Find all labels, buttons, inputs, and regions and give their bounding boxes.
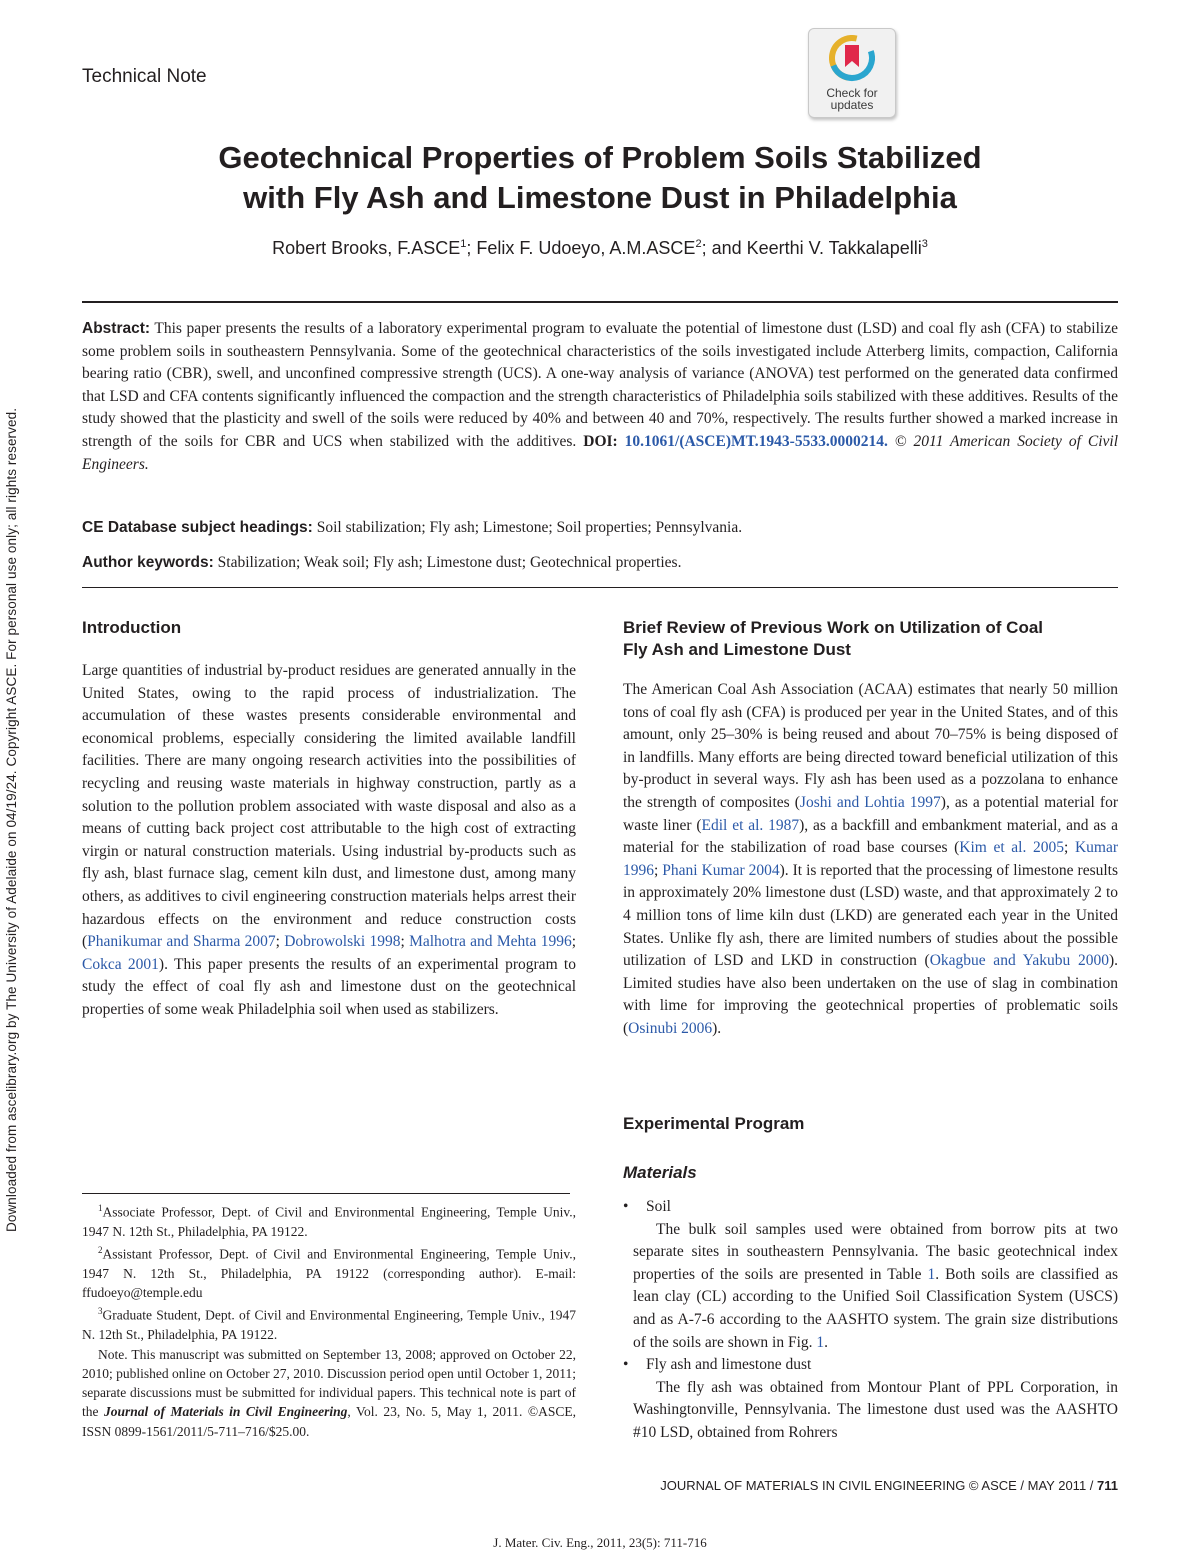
review-body [623,679,1118,1041]
author-2-affil: 2 [695,238,702,250]
intro-text-2: ). This paper presents the results of an experimental program to study the effect of coal fly ash and limestone dust on the geotechnical properties of some weak Philadelphia soil when used as stabilizers. [82,955,576,1018]
list-item [623,1354,1118,1377]
paper-title [100,138,1100,218]
review-text-6: ). It is reported that the processing of limestone results in approximately 20% limestone dust (LSD) waste, and that approximately 2 to 4 million tons of lime kiln dust (LKD) are generated each year in the United States. Unlike fly ash, there are limited numbers of studies about the possible utilization of LSD and LKD in construction ( [623,861,1118,970]
figure-ref-link[interactable]: 1 [816,1333,825,1351]
review-heading-line-1: Brief Review of Previous Work on Utilization of Coal [623,618,1044,637]
title-line-2: with Fly Ash and Limestone Dust in Philadelphia [243,180,957,215]
review-text-1: The American Coal Ash Association (ACAA) estimates that nearly 50 million tons of coal fly ash (CFA) is produced per year in the United States, and of this amount, only 25–30% is being reused and about 70–75% is being disposed of in landfills. Many efforts are being directed toward beneficial utilization of this by-product in several ways. Fly ash has been used as a pozzolana to enhance the strength of composites ( [623,681,1118,811]
intro-sep-2: ; [400,933,410,951]
intro-sep-1: ; [275,933,285,951]
citation-link[interactable]: Malhotra and Mehta 1996 [409,933,572,951]
title-line-1: Geotechnical Properties of Problem Soils Stabilized [218,140,982,175]
doi-link[interactable]: 10.1061/(ASCE)MT.1943-5533.0000214. [624,432,888,450]
citation-link[interactable]: Okagbue and Yakubu 2000 [929,952,1109,970]
footnote-1-marker: 1 [98,1203,103,1213]
citation-link[interactable]: Kim et al. 2005 [959,839,1064,857]
footnote-2-marker: 2 [98,1245,103,1256]
review-heading [623,617,1123,661]
abstract-label: Abstract: [82,320,151,337]
journal-footer-text: JOURNAL OF MATERIALS IN CIVIL ENGINEERING © ASCE / MAY 2011 / [660,1478,1098,1493]
review-text-3: ), as a backfill and embankment material, and as a material for the stabilization of road base courses ( [623,816,1119,857]
article-type-label: Technical Note [82,66,207,87]
doi-label: DOI: [583,432,618,450]
check-for-updates-badge[interactable] [808,28,896,118]
introduction-body [82,660,576,1022]
footnote-divider [82,1193,570,1194]
footnotes [82,1199,576,1441]
citation-link[interactable]: Kumar 1996 [623,839,1118,879]
experimental-program-heading: Experimental Program [623,1114,805,1133]
citation-link[interactable]: Dobrowolski 1998 [284,933,401,951]
check-for-updates-label [809,87,895,111]
materials-subheading: Materials [623,1163,697,1182]
list-item-title: Soil [646,1198,671,1215]
citation-link[interactable]: Edil et al. 1987 [701,816,800,834]
soil-text-2: . Both soils are classified as lean clay (CL) according to the Unified Soil Classification System (USCS) and as A-7-6 according to the AASHTO system. The grain size distributions of the soils are shown in Fig. [633,1265,1118,1351]
soil-description [623,1219,1118,1355]
footnote-3-marker: 3 [98,1306,103,1317]
footnote-1-text: Associate Professor, Dept. of Civil and Environmental Engineering, Temple Univ., 1947 N. 12th St., Philadelphia, PA 19122. [82,1204,576,1239]
author-keywords [82,552,1118,574]
introduction-heading: Introduction [82,618,182,637]
review-text-2: ), as a potential material for waste liner ( [623,793,1118,834]
review-text-7: ). Limited studies have also been undertaken on the use of slag in combination with lime for improving the geotechnical properties of problematic soils ( [623,952,1118,1037]
review-text-8: ). [712,1019,722,1037]
table-ref-link[interactable]: 1 [927,1265,936,1283]
list-item [623,1196,1118,1219]
bullet-icon: • [623,1356,629,1374]
author-1-affil: 1 [460,238,467,250]
copyright-notice: © 2011 American Society of Civil Engineers. [82,432,1118,473]
author-list [100,238,1100,259]
abstract-text: This paper presents the results of a laboratory experimental program to evaluate the potential of limestone dust (LSD) and coal fly ash (CFA) to stabilize some problem soils in southeastern Pennsylvania. Some of the geotechnical characteristics of the soils investigated include Atterberg limits, compaction, California bearing ratio (CBR), swell, and unconfined compressive strength (UCS). A one-way analysis of variance (ANOVA) test performed on the generated data confirmed that LSD and CFA contents significantly influenced the compaction and the strength characteristics of Philadelphia soils stabilized with these additives. Results of the study showed that the plasticity and swell of the soils were reduced by 40% and between 40 and 70%, respectively. The results further showed a marked increase in strength of the soils for CBR and UCS when stabilized with the additives. [82,320,1118,450]
footnote-2-text: Assistant Professor, Dept. of Civil and Environmental Engineering, Temple Univ., 1947 N. 12th St., Philadelphia, PA 19122 (corresponding author). E-mail: ffudoeyo@temple.edu [82,1246,576,1301]
author-2: ; Felix F. Udoeyo, A.M.ASCE [466,238,696,258]
list-item-title: Fly ash and limestone dust [646,1356,812,1374]
ce-headings-label: CE Database subject headings: [82,519,313,536]
author-3-affil: 3 [921,238,928,250]
soil-text-1: The bulk soil samples used were obtained from borrow pits at two separate sites in southeastern Pennsylvania. The basic geotechnical index properties of the soils are presented in Table [633,1220,1118,1283]
crossmark-icon [829,35,875,85]
fly-ash-description: The fly ash was obtained from Montour Plant of PPL Corporation, in Washingtonville, Pennsylvania. The limestone dust used was the AASHTO #10 LSD, obtained from Rohrers [633,1378,1118,1441]
footnote-2 [82,1241,576,1302]
citation-link[interactable]: Joshi and Lohtia 1997 [799,793,941,811]
citation-link[interactable]: Osinubi 2006 [628,1019,713,1037]
submission-note-text: Note. This manuscript was submitted on September 13, 2008; approved on October 22, 2010; published online on October 27, 2010. Discussion period open until October 1, 2011; separate discussions must be submitted for individual papers. This technical note is part of the [82,1346,576,1420]
author-3: ; and Keerthi V. Takkalapelli [701,238,922,258]
submission-note-issn: , Vol. 23, No. 5, May 1, 2011. ©ASCE, ISSN 0899-1561/2011/5-711–716/$25.00. [82,1404,577,1439]
submission-note [82,1345,576,1441]
check-for-updates-line1: Check for [826,86,878,100]
soil-text-3: . [824,1333,829,1351]
footnote-3 [82,1302,576,1344]
bullet-icon: • [623,1198,629,1215]
ce-headings-text: Soil stabilization; Fly ash; Limestone; Soil properties; Pennsylvania. [312,519,743,536]
author-1: Robert Brooks, F.ASCE [272,238,461,258]
abstract-divider [82,587,1118,588]
abstract [82,318,1118,476]
page-number: 711 [1097,1478,1118,1493]
journal-running-footer [550,1478,1118,1493]
review-heading-line-2: Fly Ash and Limestone Dust [623,640,851,659]
citation-link[interactable]: Phani Kumar 2004 [662,861,780,879]
check-for-updates-line2: updates [830,98,874,112]
footnote-3-text: Graduate Student, Dept. of Civil and Environmental Engineering, Temple Univ., 1947 N. 12th St., Philadelphia, PA 19122. [82,1307,576,1343]
review-text-4: ; [1064,839,1075,857]
citation-footer: J. Mater. Civ. Eng., 2011, 23(5): 711-716 [493,1535,707,1550]
footnote-1 [82,1199,576,1241]
keywords-label: Author keywords: [82,554,214,571]
review-text-5: ; [654,861,663,879]
materials-list [623,1196,1118,1445]
download-stamp: Downloaded from ascelibrary.org by The University of Adelaide on 04/19/24. Copyright ASCE. For personal use only; all rights reserved. [4,407,19,1232]
journal-name: Journal of Materials in Civil Engineering [103,1404,348,1420]
intro-sep-3: ; [571,933,577,951]
keywords-text: Stabilization; Weak soil; Fly ash; Limestone dust; Geotechnical properties. [213,554,682,571]
citation-link[interactable]: Phanikumar and Sharma 2007 [87,933,276,951]
header-divider [82,301,1118,303]
intro-text-1: Large quantities of industrial by-product residues are generated annually in the United States, owing to the rapid process of industrialization. The accumulation of these wastes presents considerable environmental and economical problems, especially considering the limited available landfill facilities. There are many ongoing research activities into the possibilities of recycling and reusing waste materials in highway construction, partly as a solution to the pollution problem associated with waste disposal and also as a means of cutting back project cost attributable to the high cost of extracting virgin or natural construction materials. Using industrial by-products such as fly ash, blast furnace slag, cement kiln dust, and limestone dust, among many others, as additives to civil engineering construction materials helps arrest their hazardous effects on the environment and reduce construction costs ( [82,662,576,951]
citation-link[interactable]: Cokca 2001 [82,955,159,973]
ce-subject-headings [82,517,1118,539]
